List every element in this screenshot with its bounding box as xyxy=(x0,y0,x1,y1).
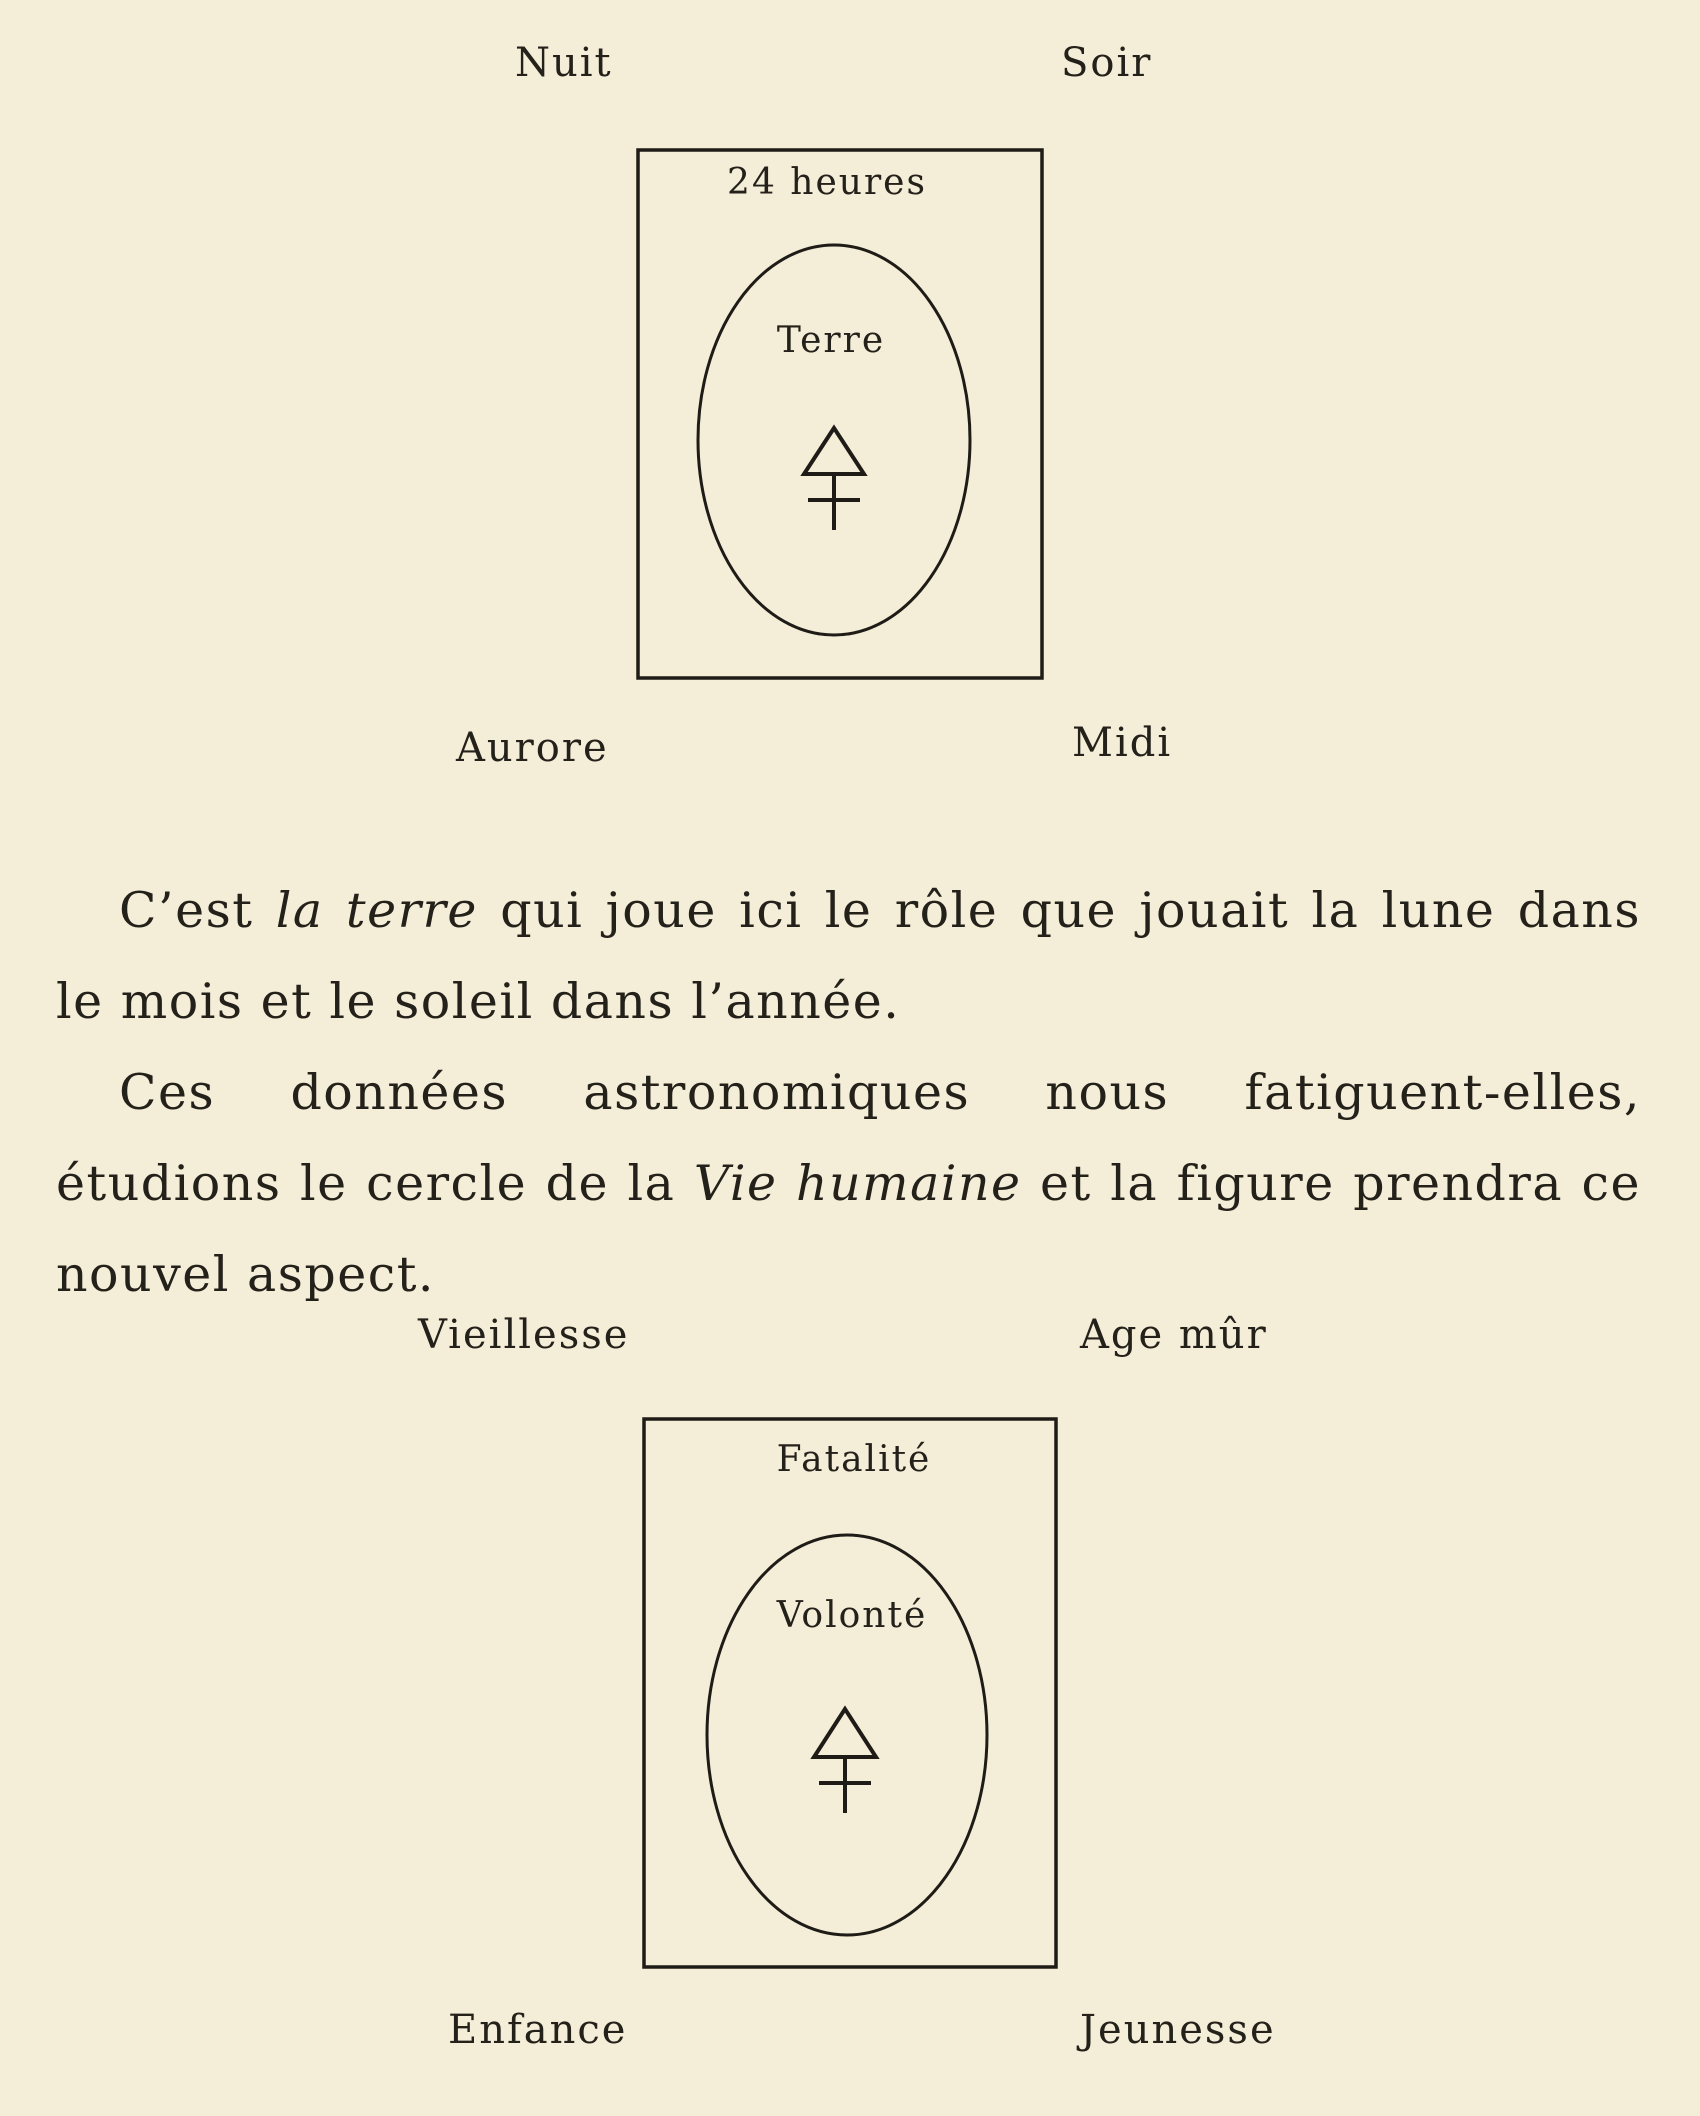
outer-label: Fatalité xyxy=(776,1439,932,1480)
body-text xyxy=(56,865,1641,1320)
paragraph-1: C’est la terre qui joue ici le rôle que jouait la lune dans le mois et le soleil dans l’année. xyxy=(56,882,1641,1030)
outer-frame xyxy=(644,1419,1056,1967)
triangle-cross-icon xyxy=(804,428,864,530)
inner-oval xyxy=(698,245,970,635)
corner-label-top-left: Nuit xyxy=(515,40,613,86)
emphasis-la-terre: la terre xyxy=(275,882,478,939)
corner-label-top-right: Soir xyxy=(1061,40,1153,86)
triangle-cross-icon xyxy=(814,1709,876,1813)
inner-label: Terre xyxy=(776,320,886,361)
corner-label-bottom-right: Jeunesse xyxy=(1080,2007,1276,2053)
diagram-box-day xyxy=(636,148,1044,680)
outer-label: 24 heures xyxy=(727,162,927,203)
corner-label-bottom-left: Enfance xyxy=(448,2007,628,2053)
corner-label-top-left: Vieillesse xyxy=(418,1312,630,1358)
inner-label: Volonté xyxy=(776,1595,928,1636)
corner-label-top-right: Age mûr xyxy=(1080,1312,1268,1358)
corner-label-bottom-left: Aurore xyxy=(456,725,609,771)
corner-label-bottom-right: Midi xyxy=(1072,720,1173,766)
paragraph-2: Ces données astronomiques nous fatiguent-elles, étudions le cercle de la Vie humaine et la figure prendra ce nouvel aspect. xyxy=(56,1064,1641,1303)
emphasis-vie-humaine: Vie humaine xyxy=(693,1155,1022,1212)
